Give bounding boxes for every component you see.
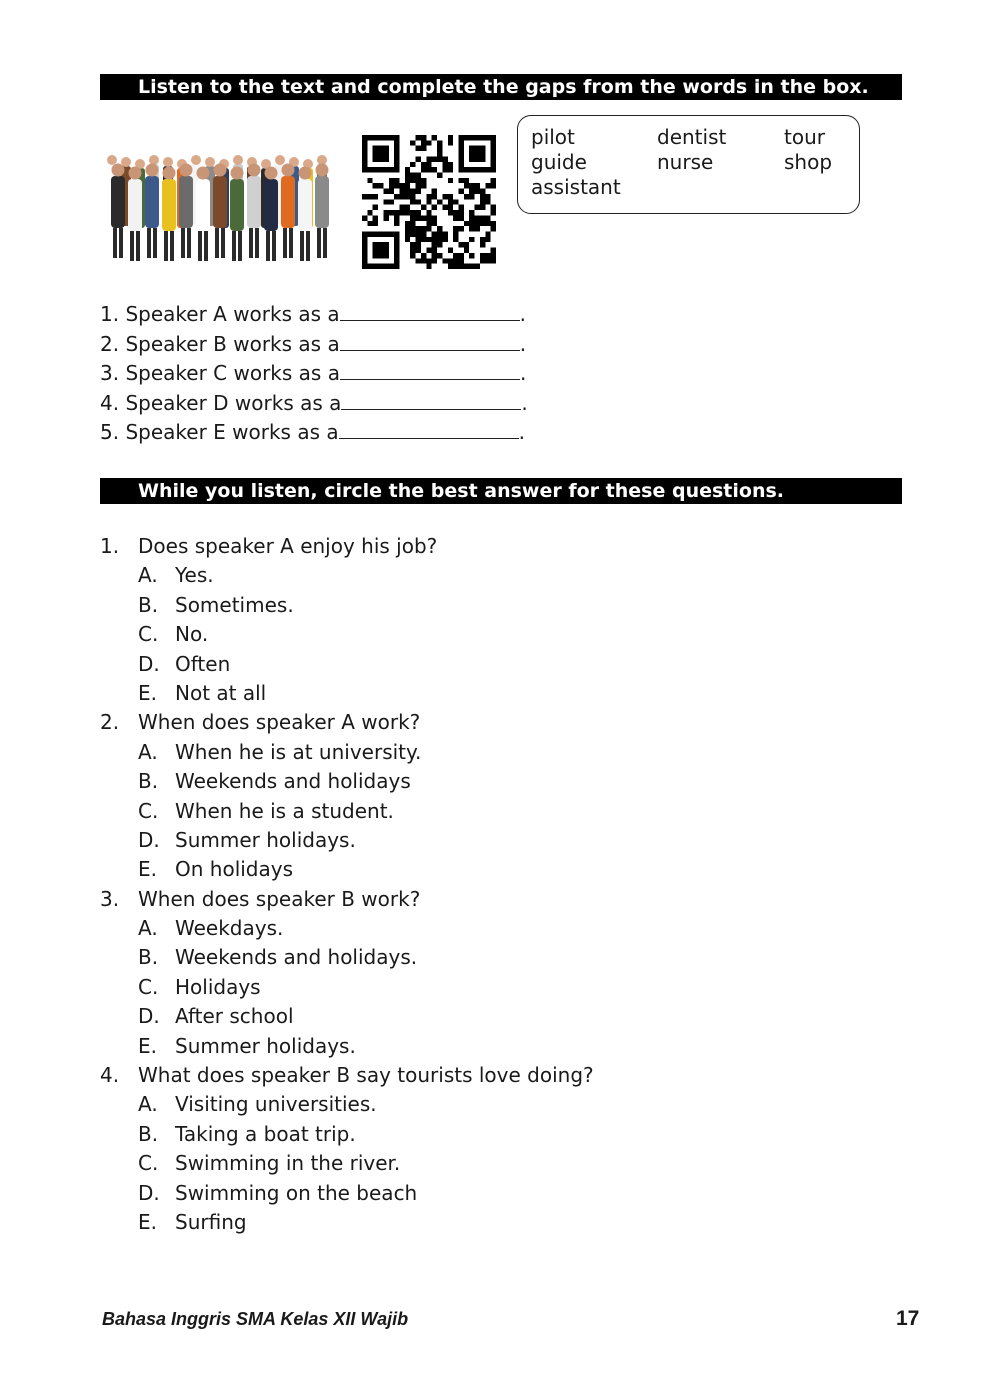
word-guide: guide	[531, 150, 587, 174]
answer-option[interactable]	[100, 855, 594, 884]
gap-blank[interactable]	[340, 300, 520, 321]
option-text: Visiting universities.	[175, 1092, 377, 1117]
answer-option[interactable]	[100, 679, 594, 708]
option-text: Not at all	[175, 680, 267, 705]
question	[100, 1061, 594, 1090]
gap-item	[100, 300, 528, 330]
option-text: Swimming on the beach	[175, 1180, 418, 1205]
question	[100, 885, 594, 914]
word-nurse: nurse	[657, 150, 714, 174]
gap-item-number: 4.	[100, 390, 120, 415]
question-number: 1.	[100, 534, 120, 558]
gap-item-text: Speaker C works as a	[125, 361, 340, 385]
answer-option[interactable]	[100, 1120, 594, 1149]
gap-item-end: .	[521, 390, 528, 415]
gap-item-number: 2.	[100, 331, 120, 356]
option-letter: D.	[138, 1004, 160, 1029]
gap-blank[interactable]	[340, 359, 520, 380]
gap-item-text: Speaker E works as a	[125, 420, 339, 444]
section1-instruction-banner	[100, 74, 902, 100]
question	[100, 532, 594, 561]
option-text: Surfing	[175, 1209, 247, 1234]
gap-item-text: Speaker D works as a	[125, 390, 342, 415]
section1-instruction: Listen to the text and complete the gaps from the words in the box.	[138, 76, 869, 98]
answer-option[interactable]	[100, 1090, 594, 1119]
option-text: After school	[175, 1004, 294, 1029]
workers-group-image	[104, 140, 340, 266]
question-number: 4.	[100, 1063, 120, 1088]
option-letter: A.	[138, 916, 158, 941]
answer-option[interactable]	[100, 561, 594, 590]
word-assistant: assistant	[531, 175, 621, 199]
gap-fill-list	[100, 300, 528, 448]
answer-option[interactable]	[100, 943, 594, 972]
option-letter: B.	[138, 945, 159, 970]
section2-instruction-banner	[100, 478, 902, 504]
option-letter: D.	[138, 827, 160, 852]
answer-option[interactable]	[100, 1149, 594, 1178]
option-letter: D.	[138, 1180, 160, 1205]
question-text: What does speaker B say tourists love doing?	[138, 1063, 594, 1088]
answer-option[interactable]	[100, 973, 594, 1002]
option-letter: A.	[138, 563, 158, 588]
option-text: Summer holidays.	[175, 827, 356, 852]
answer-option[interactable]	[100, 1179, 594, 1208]
option-text: Holidays	[175, 974, 261, 999]
word-dentist: dentist	[657, 125, 727, 149]
option-text: Weekdays.	[175, 916, 284, 941]
question-text: Does speaker A enjoy his job?	[138, 534, 438, 558]
option-letter: E.	[138, 857, 157, 882]
gap-item-end: .	[519, 302, 527, 326]
section2-instruction: While you listen, circle the best answer for these questions.	[138, 480, 784, 502]
option-text: No.	[175, 622, 209, 647]
option-text: Weekends and holidays	[175, 769, 411, 794]
gap-item-text: Speaker B works as a	[125, 331, 340, 356]
option-text: When he is a student.	[175, 798, 394, 823]
word-pilot: pilot	[531, 125, 575, 149]
gap-blank[interactable]	[341, 389, 521, 410]
gap-item-number: 1.	[100, 302, 120, 326]
option-letter: C.	[138, 622, 159, 647]
question-number: 3.	[100, 886, 120, 911]
answer-option[interactable]	[100, 767, 594, 796]
answer-option[interactable]	[100, 738, 594, 767]
answer-option[interactable]	[100, 914, 594, 943]
gap-item-number: 5.	[100, 420, 120, 444]
option-letter: C.	[138, 1151, 159, 1176]
answer-option[interactable]	[100, 797, 594, 826]
option-letter: A.	[138, 739, 158, 764]
question-text: When does speaker A work?	[138, 710, 421, 735]
gap-blank[interactable]	[340, 330, 520, 351]
word-shop: shop	[784, 150, 833, 174]
word-tour: tour	[784, 125, 825, 149]
option-text: Swimming in the river.	[175, 1151, 401, 1176]
answer-option[interactable]	[100, 1032, 594, 1061]
gap-item	[100, 418, 528, 448]
option-text: When he is at university.	[175, 739, 422, 764]
gap-item-number: 3.	[100, 361, 120, 385]
option-text: Sometimes.	[175, 592, 294, 617]
option-letter: A.	[138, 1092, 158, 1117]
answer-option[interactable]	[100, 1208, 594, 1237]
option-letter: B.	[138, 592, 159, 617]
option-text: On holidays	[175, 857, 294, 882]
footer-book-title: Bahasa Inggris SMA Kelas XII Wajib	[102, 1309, 409, 1329]
option-letter: E.	[138, 1033, 157, 1058]
answer-option[interactable]	[100, 826, 594, 855]
option-letter: B.	[138, 769, 159, 794]
gap-item-end: .	[519, 361, 527, 385]
option-letter: E.	[138, 680, 157, 705]
gap-item-end: .	[519, 331, 527, 356]
option-letter: C.	[138, 974, 159, 999]
answer-option[interactable]	[100, 1002, 594, 1031]
option-text: Taking a boat trip.	[175, 1121, 356, 1146]
answer-option[interactable]	[100, 591, 594, 620]
qr-code-image[interactable]	[362, 134, 496, 270]
option-text: Often	[175, 651, 231, 676]
question-number: 2.	[100, 710, 120, 735]
option-letter: D.	[138, 651, 160, 676]
word-box	[517, 115, 860, 214]
gap-item	[100, 330, 528, 360]
multiple-choice-list	[100, 532, 594, 1237]
option-text: Summer holidays.	[175, 1033, 356, 1058]
gap-item	[100, 359, 528, 389]
answer-option[interactable]	[100, 650, 594, 679]
page-number: 17	[896, 1307, 920, 1330]
option-letter: B.	[138, 1121, 159, 1146]
question	[100, 708, 594, 737]
gap-blank[interactable]	[339, 418, 519, 439]
option-text: Yes.	[175, 563, 214, 588]
option-letter: E.	[138, 1209, 157, 1234]
gap-item	[100, 389, 528, 419]
gap-item-text: Speaker A works as a	[125, 302, 340, 326]
answer-option[interactable]	[100, 620, 594, 649]
option-text: Weekends and holidays.	[175, 945, 418, 970]
question-text: When does speaker B work?	[138, 886, 421, 911]
option-letter: C.	[138, 798, 159, 823]
gap-item-end: .	[518, 420, 525, 444]
